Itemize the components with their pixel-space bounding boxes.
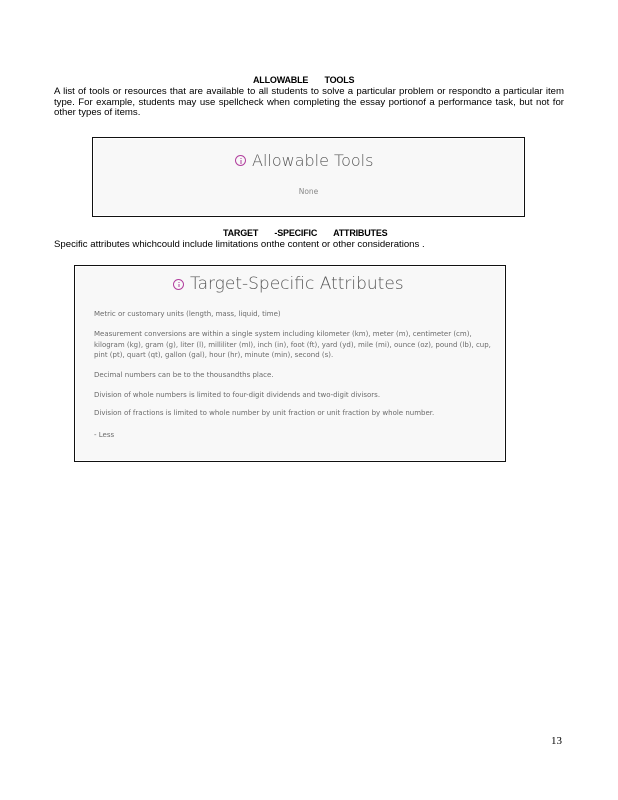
attribute-item: Division of fractions is limited to whole number by unit fraction or unit fraction by whole number. xyxy=(94,409,435,417)
attribute-item: Decimal numbers can be to the thousandths place. xyxy=(94,371,274,379)
show-less-toggle[interactable]: - Less xyxy=(94,431,115,439)
allowable-tools-heading: ALLOWABLE TOOLS xyxy=(253,75,355,85)
attribute-item: Division of whole numbers is limited to four-digit dividends and two-digit divisors. xyxy=(94,391,381,399)
target-specific-attributes-panel-header xyxy=(173,274,404,294)
attribute-item: Measurement conversions are within a single system including kilometer (km), meter (m), centimeter (cm), kilogram (kg), gram (g), liter (l), milliliter (ml), inch (in), foot (ft), yard (yd), mile (mi), ounce (oz), pound (lb), cup, pint (pt), quart (qt), gallon (gal), hour (hr), minute (min), second (s). xyxy=(94,330,491,359)
target-specific-attributes-description: Specific attributes whichcould include limitations onthe content or other considerations . xyxy=(54,239,425,250)
allowable-tools-description: A list of tools or resources that are available to all students to solve a particular problem or respondto a particular item type. For example, students may use spellcheck when completing the essay portionof a performance task, but not for other types of items. xyxy=(54,86,564,119)
allowable-tools-panel-title: Allowable Tools xyxy=(252,151,374,170)
info-icon xyxy=(173,279,184,290)
target-specific-attributes-panel-title: Target-Specific Attributes xyxy=(190,274,404,294)
attribute-item: Metric or customary units (length, mass, liquid, time) xyxy=(94,310,281,318)
target-specific-attributes-heading: TARGET -SPECIFIC ATTRIBUTES xyxy=(223,228,388,238)
allowable-tools-value: None xyxy=(298,187,319,196)
info-icon xyxy=(235,155,246,166)
target-specific-attributes-panel xyxy=(74,265,506,462)
allowable-tools-panel-header xyxy=(235,151,373,170)
page-number: 13 xyxy=(551,735,562,747)
allowable-tools-panel xyxy=(92,137,525,217)
